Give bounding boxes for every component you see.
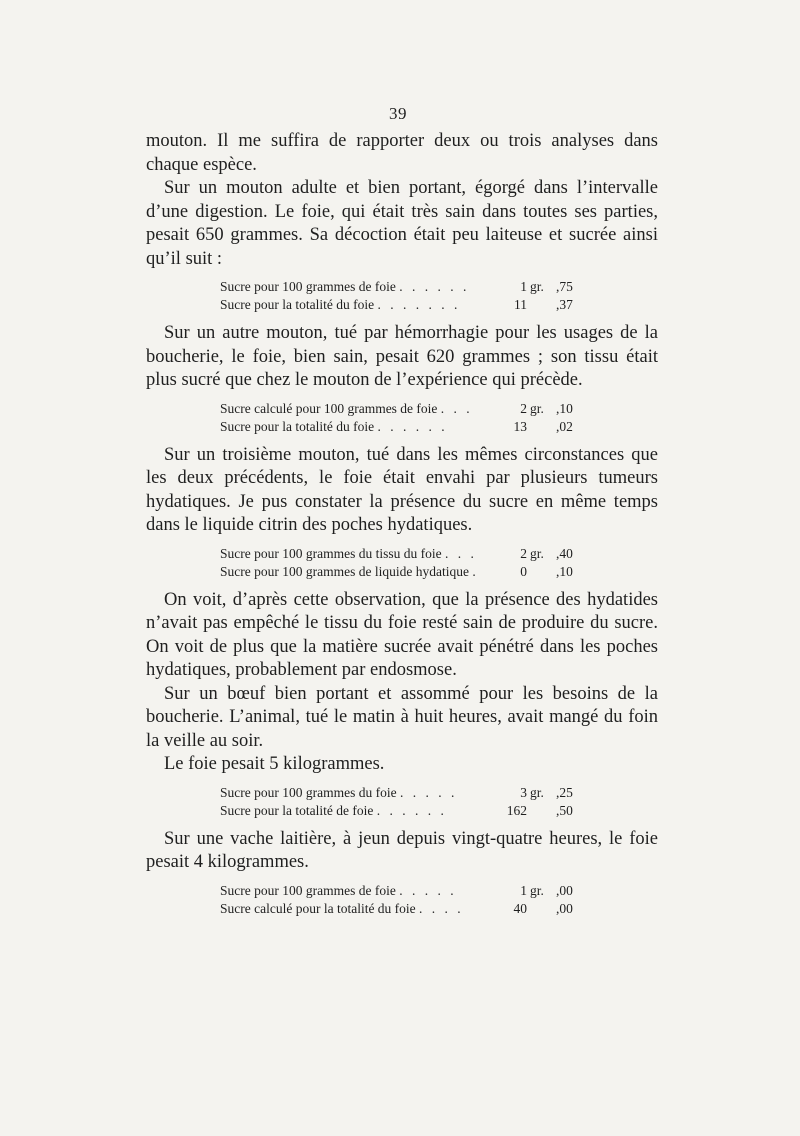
measurement-label [220,278,497,296]
paragraph: Sur un mouton adulte et bien portant, égorgé dans l’intervalle d’une digestion. Le foie, qui était très sain dans toutes ses parties, pesait 650 grammes. Sa décoction était peu laiteuse et sucrée ainsi qu’il suit : [146,178,658,269]
measurement-label-text: Sucre pour 100 grammes du tissu du foie [220,545,442,561]
measurement-row [220,278,584,296]
measurement-unit: gr. [530,400,544,416]
paragraph: mouton. Il me suffira de rapporter deux ou trois analyses dans chaque espèce. [146,131,658,175]
leader-dots: . . . [440,400,473,416]
measurement-decimal: ,02 [556,418,573,434]
measurement-table [220,545,584,581]
leader-dots: . . . . . [399,882,457,898]
measurement-integer: 162 [506,802,527,818]
measurement-row [220,418,584,436]
measurement-unit: gr. [530,784,544,800]
measurement-decimal: ,25 [556,784,573,800]
measurement-decimal: ,40 [556,545,573,561]
leader-dots: . . . . . . [399,279,470,294]
measurement-label [220,418,497,436]
measurement-unit: gr. [530,279,544,294]
measurement-label-text: Sucre pour 100 grammes de foie [220,882,396,898]
leader-dots: . . . . [419,900,464,916]
measurement-row [220,900,584,918]
leader-dots: . . . . . . [376,802,447,818]
measurement-integer: 2 [520,545,527,561]
measurement-decimal: ,50 [556,802,573,818]
measurement-table [220,784,584,820]
measurement-label-text: Sucre pour 100 grammes de foie [220,279,396,294]
measurement-label [220,900,497,918]
measurement-integer: 11 [514,297,527,312]
measurement-row [220,802,584,820]
measurement-integer: 1 [520,279,527,294]
measurement-integer: 40 [513,900,527,916]
measurement-integer: 3 [520,784,527,800]
measurement-label [220,784,497,802]
measurement-label-text: Sucre pour la totalité du foie [220,297,375,312]
page-number: 39 [389,104,407,123]
measurement-row [220,400,584,418]
measurement-table [220,400,584,436]
measurement-label [220,802,497,820]
measurement-row [220,784,584,802]
paragraph: Le foie pesait 5 kilogrammes. [164,754,385,774]
measurement-unit: gr. [530,882,544,898]
measurement-label-text: Sucre calculé pour 100 grammes de foie [220,400,438,416]
measurement-decimal: ,10 [556,400,573,416]
leader-dots: . . . . . . . [377,297,461,312]
measurement-label [220,400,497,418]
measurement-label-text: Sucre pour la totalité de foie [220,802,374,818]
measurement-label [220,296,497,314]
measurement-row [220,563,584,581]
measurement-decimal: ,00 [556,900,573,916]
leader-dots: . . . . . . [377,418,448,434]
measurement-label [220,563,497,581]
paragraph: Sur un bœuf bien portant et assommé pour les besoins de la boucherie. L’animal, tué le matin à huit heures, avait mangé du foin la veille au soir. [146,683,658,751]
measurement-label [220,882,497,900]
measurement-label-text: Sucre pour 100 grammes du foie [220,784,397,800]
page-body [146,130,658,926]
paragraph: On voit, d’après cette observation, que la présence des hydatides n’avait pas empêché le tissu du foie resté sain de produire du sucre. On voit de plus que la matière sucrée avait pénétré dans les poches hydatiques, probablement par endosmose. [146,589,658,680]
measurement-row [220,882,584,900]
measurement-integer: 13 [513,418,527,434]
measurement-integer: 2 [520,400,527,416]
measurement-row [220,545,584,563]
paragraph: Sur une vache laitière, à jeun depuis vingt-quatre heures, le foie pesait 4 kilogrammes. [146,828,658,872]
paragraph: Sur un autre mouton, tué par hémorrhagie pour les usages de la boucherie, le foie, bien sain, pesait 620 grammes ; son tissu était plus sucré que chez le mouton de l’expérience qui précède. [146,323,658,390]
measurement-table [220,278,584,314]
measurement-row [220,296,584,314]
measurement-decimal: ,10 [556,563,573,579]
measurement-decimal: ,37 [556,297,573,312]
measurement-label-text: Sucre pour la totalité du foie [220,418,375,434]
leader-dots: . [472,563,479,579]
measurement-table [220,882,584,918]
measurement-decimal: ,00 [556,882,573,898]
paragraph: Sur un troisième mouton, tué dans les mêmes circonstances que les deux précédents, le foie était envahi par plusieurs tumeurs hydatiques. Je pus constater la présence du sucre en même temps dans le liquide citrin des poches hydatiques. [146,444,658,535]
measurement-label [220,545,497,563]
measurement-integer: 0 [520,563,527,579]
leader-dots: . . . [444,545,477,561]
measurement-label-text: Sucre pour 100 grammes de liquide hydatique [220,563,469,579]
measurement-integer: 1 [520,882,527,898]
measurement-decimal: ,75 [556,279,573,294]
measurement-label-text: Sucre calculé pour la totalité du foie [220,900,416,916]
measurement-unit: gr. [530,545,544,561]
leader-dots: . . . . . [399,784,458,800]
